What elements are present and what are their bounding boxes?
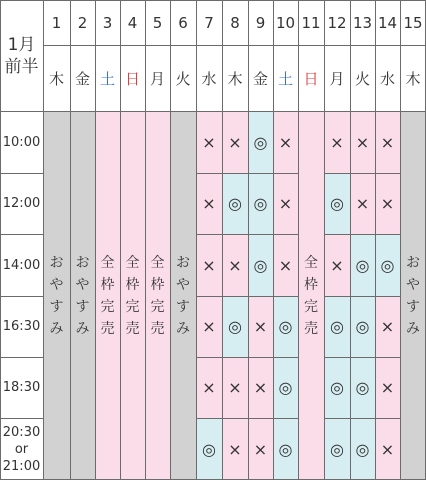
day-number: 7 bbox=[196, 0, 222, 45]
sold-out-column bbox=[145, 111, 170, 480]
available-slot[interactable]: ◎ bbox=[248, 111, 273, 173]
grid-line bbox=[95, 111, 96, 480]
grid-line bbox=[70, 111, 71, 480]
available-slot[interactable]: ◎ bbox=[350, 296, 375, 357]
day-of-week: 日 bbox=[298, 45, 324, 111]
status-char: 全 bbox=[100, 254, 115, 271]
grid-line bbox=[0, 357, 43, 358]
grid-line bbox=[222, 418, 248, 419]
grid-line bbox=[375, 296, 400, 297]
available-slot[interactable]: ◎ bbox=[248, 173, 273, 234]
grid-line bbox=[0, 173, 43, 174]
time-slot-label bbox=[0, 296, 43, 357]
booked-slot: × bbox=[222, 418, 248, 480]
day-number: 8 bbox=[222, 0, 248, 45]
sold-out-column bbox=[95, 111, 120, 480]
status-char: み bbox=[75, 320, 90, 337]
closed-day-column bbox=[70, 111, 95, 480]
status-char: お bbox=[49, 254, 64, 271]
grid-line bbox=[273, 296, 298, 297]
grid-line bbox=[0, 296, 43, 297]
available-slot[interactable]: ◎ bbox=[222, 296, 248, 357]
grid-line bbox=[375, 173, 400, 174]
grid-line bbox=[248, 234, 273, 235]
booked-slot: × bbox=[222, 234, 248, 296]
status-char: お bbox=[176, 254, 190, 271]
available-slot[interactable]: ◎ bbox=[350, 234, 375, 296]
status-char: 完 bbox=[125, 298, 140, 315]
grid-line bbox=[196, 0, 197, 111]
status-char: や bbox=[49, 276, 64, 293]
available-slot[interactable]: ◎ bbox=[324, 418, 350, 480]
booked-slot: × bbox=[273, 173, 298, 234]
grid-line bbox=[350, 418, 375, 419]
grid-line bbox=[0, 111, 426, 112]
grid-line bbox=[120, 111, 121, 480]
status-char: 枠 bbox=[125, 276, 140, 293]
grid-line bbox=[350, 234, 375, 235]
available-slot[interactable]: ◎ bbox=[324, 357, 350, 418]
grid-line bbox=[43, 0, 44, 111]
grid-line bbox=[273, 173, 298, 174]
grid-line bbox=[375, 234, 400, 235]
day-number: 11 bbox=[298, 0, 324, 45]
grid-line bbox=[350, 357, 375, 358]
day-of-week: 金 bbox=[70, 45, 95, 111]
booked-slot: × bbox=[248, 296, 273, 357]
grid-line bbox=[375, 418, 400, 419]
day-of-week: 木 bbox=[400, 45, 426, 111]
grid-line bbox=[324, 0, 325, 111]
status-char: や bbox=[406, 276, 420, 293]
day-of-week: 金 bbox=[248, 45, 273, 111]
grid-line bbox=[324, 173, 350, 174]
time-slot-label bbox=[0, 234, 43, 296]
available-slot[interactable]: ◎ bbox=[273, 296, 298, 357]
sold-out-column bbox=[298, 111, 324, 480]
grid-line bbox=[120, 0, 121, 111]
time-text: 16:30 bbox=[2, 319, 41, 334]
day-number: 2 bbox=[70, 0, 95, 45]
grid-line bbox=[248, 0, 249, 111]
grid-line bbox=[196, 418, 222, 419]
status-char: お bbox=[75, 254, 90, 271]
grid-line bbox=[0, 234, 43, 235]
booked-slot: × bbox=[273, 111, 298, 173]
day-number: 15 bbox=[400, 0, 426, 45]
grid-line bbox=[0, 0, 1, 480]
available-slot[interactable]: ◎ bbox=[273, 357, 298, 418]
grid-line bbox=[350, 0, 351, 111]
available-slot[interactable]: ◎ bbox=[350, 418, 375, 480]
booked-slot: × bbox=[196, 357, 222, 418]
booked-slot: × bbox=[196, 111, 222, 173]
status-char: す bbox=[75, 298, 90, 315]
day-of-week: 木 bbox=[222, 45, 248, 111]
grid-line bbox=[43, 45, 426, 46]
grid-line bbox=[350, 296, 375, 297]
grid-line bbox=[324, 296, 350, 297]
time-text: 20:30 bbox=[2, 424, 41, 440]
grid-line bbox=[170, 111, 171, 480]
status-char: お bbox=[406, 254, 420, 271]
time-text: 21:00 bbox=[2, 458, 41, 474]
grid-line bbox=[324, 357, 350, 358]
available-slot[interactable]: ◎ bbox=[375, 234, 400, 296]
status-char: 全 bbox=[125, 254, 140, 271]
grid-line bbox=[248, 357, 273, 358]
grid-line bbox=[196, 296, 222, 297]
sold-out-column bbox=[120, 111, 145, 480]
day-of-week: 水 bbox=[196, 45, 222, 111]
grid-line bbox=[0, 0, 426, 1]
status-char: 売 bbox=[100, 320, 115, 337]
grid-line bbox=[273, 357, 298, 358]
day-number: 13 bbox=[350, 0, 375, 45]
day-of-week: 土 bbox=[95, 45, 120, 111]
grid-line bbox=[196, 234, 222, 235]
grid-line bbox=[273, 234, 298, 235]
available-slot[interactable]: ◎ bbox=[248, 234, 273, 296]
grid-line bbox=[222, 0, 223, 111]
available-slot[interactable]: ◎ bbox=[324, 296, 350, 357]
time-text: 10:00 bbox=[2, 134, 41, 150]
day-number: 4 bbox=[120, 0, 145, 45]
time-slot-label bbox=[0, 173, 43, 234]
grid-line bbox=[196, 173, 222, 174]
closed-day-column bbox=[400, 111, 426, 480]
day-of-week: 木 bbox=[43, 45, 70, 111]
booked-slot: × bbox=[375, 111, 400, 173]
grid-line bbox=[248, 173, 273, 174]
status-char: 売 bbox=[150, 320, 165, 337]
day-of-week: 土 bbox=[273, 45, 298, 111]
day-number: 5 bbox=[145, 0, 170, 45]
grid-line bbox=[222, 173, 248, 174]
booked-slot: × bbox=[196, 296, 222, 357]
grid-line bbox=[95, 0, 96, 111]
day-number: 1 bbox=[43, 0, 70, 45]
booked-slot: × bbox=[273, 234, 298, 296]
available-slot[interactable]: ◎ bbox=[196, 418, 222, 480]
grid-line bbox=[222, 357, 248, 358]
status-char: 全 bbox=[150, 254, 165, 271]
status-char: や bbox=[75, 276, 90, 293]
time-text: 14:00 bbox=[2, 257, 41, 273]
status-char: 完 bbox=[100, 298, 115, 315]
booked-slot: × bbox=[248, 357, 273, 418]
grid-line bbox=[298, 0, 299, 111]
closed-day-column bbox=[43, 111, 70, 480]
grid-line bbox=[324, 234, 350, 235]
grid-line bbox=[145, 111, 146, 480]
grid-line bbox=[196, 357, 222, 358]
grid-line bbox=[375, 0, 376, 111]
day-of-week: 日 bbox=[120, 45, 145, 111]
time-text: 12:00 bbox=[2, 196, 41, 211]
day-of-week: 火 bbox=[350, 45, 375, 111]
time-text: or bbox=[14, 441, 29, 457]
status-char: す bbox=[49, 298, 64, 315]
grid-line bbox=[248, 296, 273, 297]
status-char: 枠 bbox=[150, 276, 165, 293]
booked-slot: × bbox=[324, 234, 350, 296]
time-slot-label bbox=[0, 111, 43, 173]
grid-line bbox=[222, 296, 248, 297]
day-number: 3 bbox=[95, 0, 120, 45]
status-char: み bbox=[406, 320, 420, 337]
status-char: み bbox=[49, 320, 64, 337]
day-number: 10 bbox=[273, 0, 298, 45]
time-slot-label bbox=[0, 357, 43, 418]
day-of-week: 水 bbox=[375, 45, 400, 111]
grid-line bbox=[70, 0, 71, 111]
booked-slot: × bbox=[324, 111, 350, 173]
booked-slot: × bbox=[248, 418, 273, 480]
available-slot[interactable]: ◎ bbox=[350, 357, 375, 418]
day-of-week: 月 bbox=[324, 45, 350, 111]
status-char: 枠 bbox=[304, 276, 318, 293]
status-char: 完 bbox=[304, 298, 318, 315]
grid-line bbox=[0, 418, 43, 419]
day-number: 12 bbox=[324, 0, 350, 45]
status-char: す bbox=[406, 298, 420, 315]
day-number: 9 bbox=[248, 0, 273, 45]
grid-line bbox=[222, 234, 248, 235]
time-slot-label bbox=[0, 418, 43, 480]
status-char: や bbox=[176, 276, 190, 293]
closed-day-column bbox=[170, 111, 196, 480]
status-char: 枠 bbox=[100, 276, 115, 293]
grid-line bbox=[170, 0, 171, 111]
status-char: 売 bbox=[125, 320, 140, 337]
available-slot[interactable]: ◎ bbox=[324, 173, 350, 234]
status-char: 全 bbox=[304, 254, 318, 271]
day-number: 6 bbox=[170, 0, 196, 45]
day-of-week: 月 bbox=[145, 45, 170, 111]
title-half: 前半 bbox=[4, 56, 39, 77]
status-char: み bbox=[176, 320, 190, 337]
grid-line bbox=[400, 0, 401, 111]
booked-slot: × bbox=[196, 234, 222, 296]
time-text: 18:30 bbox=[2, 380, 41, 395]
booked-slot: × bbox=[375, 357, 400, 418]
title-month: 1月 bbox=[7, 34, 36, 55]
grid-line bbox=[375, 357, 400, 358]
available-slot[interactable]: ◎ bbox=[222, 173, 248, 234]
grid-line bbox=[273, 0, 274, 111]
booked-slot: × bbox=[375, 296, 400, 357]
booked-slot: × bbox=[350, 173, 375, 234]
calendar-title bbox=[0, 0, 43, 111]
grid-line bbox=[273, 418, 298, 419]
status-char: 完 bbox=[150, 298, 165, 315]
available-slot[interactable]: ◎ bbox=[273, 418, 298, 480]
booked-slot: × bbox=[222, 357, 248, 418]
grid-line bbox=[248, 418, 273, 419]
grid-line bbox=[145, 0, 146, 111]
booked-slot: × bbox=[375, 173, 400, 234]
booked-slot: × bbox=[375, 418, 400, 480]
status-char: す bbox=[176, 298, 190, 315]
grid-line bbox=[324, 418, 350, 419]
booked-slot: × bbox=[350, 111, 375, 173]
booked-slot: × bbox=[196, 173, 222, 234]
booked-slot: × bbox=[222, 111, 248, 173]
grid-line bbox=[350, 173, 375, 174]
status-char: 売 bbox=[304, 320, 318, 337]
day-number: 14 bbox=[375, 0, 400, 45]
day-of-week: 火 bbox=[170, 45, 196, 111]
